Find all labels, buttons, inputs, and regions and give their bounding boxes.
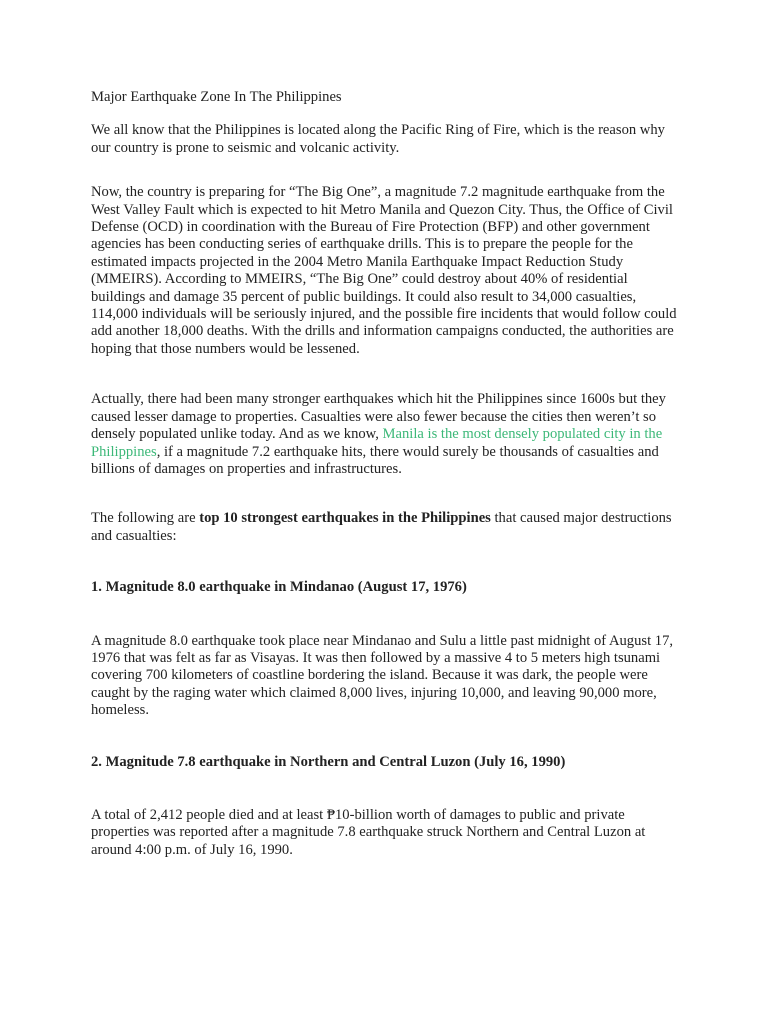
history-text-before-link: Actually, there had been many stronger earthquakes which hit the Philippines since 1600s but they caused lesser damage to properties. Casualties were also fewer because the cities then weren’t so densely populated unlike today. And as we know,: [91, 391, 666, 443]
quake-1-heading: 1. Magnitude 8.0 earthquake in Mindanao (August 17, 1976): [91, 579, 467, 596]
list-intro-after: that caused major destructions and casualties:: [91, 510, 672, 544]
history-text-after-link: , if a magnitude 7.2 earthquake hits, there would surely be thousands of casualties and billions of damages on properties and infrastructures.: [91, 443, 659, 477]
article-title: Major Earthquake Zone In The Philippines: [91, 89, 342, 105]
quake-2-body: A total of 2,412 people died and at least ₱10-billion worth of damages to public and private properties was reported after a magnitude 7.8 earthquake struck Northern and Central Luzon at around 4:00 p.m. of July 16, 1990.: [91, 806, 646, 858]
list-intro-before: The following are: [91, 510, 200, 527]
history-paragraph: [91, 391, 681, 478]
list-intro-bold: top 10 strongest earthquakes in the Philippines: [199, 510, 491, 527]
quake-1-body: A magnitude 8.0 earthquake took place near Mindanao and Sulu a little past midnight of August 17, 1976 that was felt as far as Visayas. It was then followed by a massive 4 to 5 meters high tsunami covering 700 kilometers of coastline bordering the island. Because it was dark, the people were caught by the raging water which claimed 8,000 lives, injuring 10,000, and leaving 90,000 more, homeless.: [91, 632, 674, 719]
document-page: [91, 89, 681, 891]
manila-density-link[interactable]: Manila is the most densely populated city in the Philippines: [91, 426, 663, 460]
quake-2-heading: 2. Magnitude 7.8 earthquake in Northern and Central Luzon (July 16, 1990): [91, 753, 566, 770]
big-one-paragraph: Now, the country is preparing for “The Big One”, a magnitude 7.2 magnitude earthquake from the West Valley Fault which is expected to hit Metro Manila and Quezon City. Thus, the Office of Civil Defense (OCD) in coordination with the Bureau of Fire Protection (BFP) and other government agencies has been conducting series of earthquake drills. This is to prepare the people for the estimated impacts projected in the 2004 Metro Manila Earthquake Impact Reduction Study (MMEIRS). According to MMEIRS, “The Big One” could destroy about 40% of residential buildings and damage 35 percent of public buildings. It could also result to 34,000 casualties, 114,000 individuals will be seriously injured, and the possible fire incidents that would follow could add another 18,000 deaths. With the drills and information campaigns conducted, the authorities are hoping that those numbers would be lessened.: [91, 184, 677, 357]
intro-paragraph: We all know that the Philippines is located along the Pacific Ring of Fire, which is the reason why our country is prone to seismic and volcanic activity.: [91, 122, 665, 156]
list-intro-paragraph: [91, 510, 681, 545]
